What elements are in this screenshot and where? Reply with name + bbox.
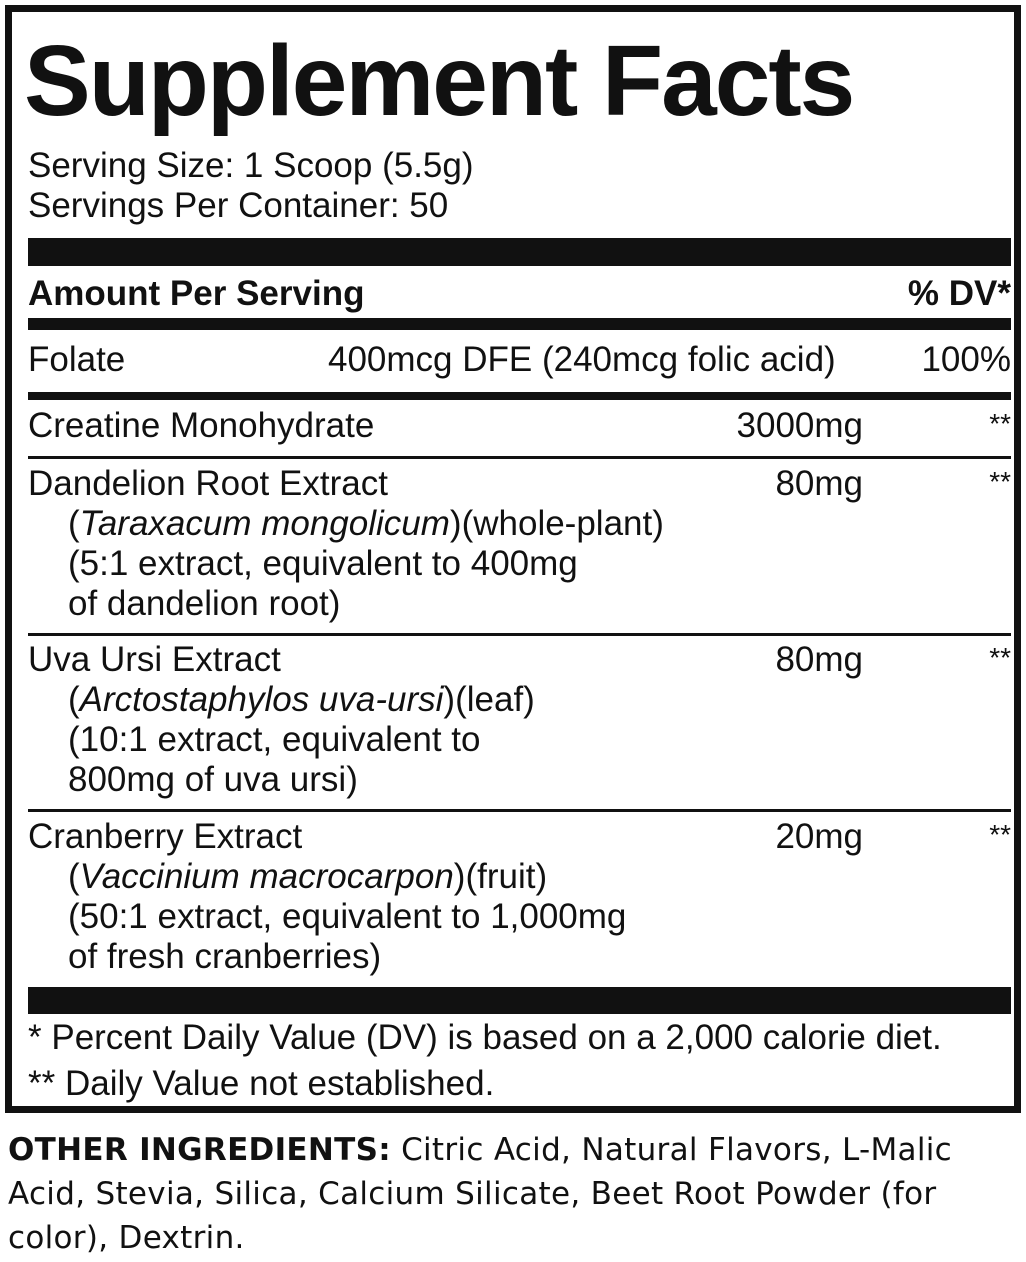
nutrient-name: Cranberry Extract: [28, 817, 303, 856]
row-divider: [28, 633, 1011, 636]
nutrient-name: Uva Ursi Extract: [28, 640, 281, 679]
nutrient-dv: **: [989, 466, 1011, 497]
other-ingredients: [8, 1128, 1008, 1260]
extract-equivalent: of fresh cranberries): [68, 937, 382, 976]
nutrient-dv: **: [989, 819, 1011, 850]
panel-title: Supplement Facts: [24, 25, 854, 137]
nutrient-description: (Vaccinium macrocarpon)(fruit) (50:1 extract, equivalent to 1,000mg of fresh cranberries): [68, 857, 627, 976]
nutrient-amount: 400mcg DFE (240mcg folic acid): [328, 340, 836, 379]
nutrient-row-cranberry: [28, 817, 1011, 987]
nutrient-description: (Arctostaphylos uva-ursi)(leaf) (10:1 extract, equivalent to 800mg of uva ursi): [68, 680, 535, 799]
nutrient-amount: 80mg: [775, 464, 863, 503]
latin-name: Vaccinium macrocarpon: [79, 857, 454, 896]
nutrient-name: Creatine Monohydrate: [28, 406, 375, 445]
row-divider: [28, 392, 1011, 400]
plant-part: (leaf): [455, 680, 535, 719]
latin-name: Arctostaphylos uva-ursi: [79, 680, 444, 719]
extract-equivalent: 800mg of uva ursi): [68, 760, 358, 799]
footnote-not-established: ** Daily Value not established.: [28, 1064, 495, 1103]
supplement-facts-panel: [5, 5, 1021, 1113]
nutrient-description: (Taraxacum mongolicum)(whole-plant) (5:1 extract, equivalent to 400mg of dandelion root): [68, 504, 664, 623]
nutrient-name: Folate: [28, 340, 126, 379]
thick-divider-bottom: [28, 987, 1011, 1014]
amount-per-serving-header: Amount Per Serving: [28, 274, 365, 313]
nutrient-row-dandelion: [28, 464, 1011, 634]
nutrient-dv: **: [989, 642, 1011, 673]
extract-equivalent: of dandelion root): [68, 584, 341, 623]
other-ingredients-label: OTHER INGREDIENTS:: [8, 1132, 391, 1168]
nutrient-dv: **: [989, 408, 1011, 439]
row-divider: [28, 809, 1011, 812]
thick-divider-top: [28, 238, 1011, 266]
latin-name: Taraxacum mongolicum: [79, 504, 450, 543]
extract-ratio: (50:1 extract, equivalent to 1,000mg: [68, 897, 627, 936]
serving-size: Serving Size: 1 Scoop (5.5g): [28, 146, 474, 185]
row-divider: [28, 456, 1011, 459]
dv-header: % DV*: [907, 274, 1011, 313]
nutrient-row-folate: [28, 340, 1011, 390]
column-header: [28, 270, 1011, 320]
servings-per-container: Servings Per Container: 50: [28, 186, 449, 225]
extract-ratio: (10:1 extract, equivalent to: [68, 720, 481, 759]
plant-part: (whole-plant): [461, 504, 664, 543]
other-ingredients-list: Citric Acid, Natural Flavors, L-Malic Acid, Stevia, Silica, Calcium Silicate, Beet Root Powder (for color), Dextrin.: [8, 1132, 953, 1256]
plant-part: (fruit): [465, 857, 548, 896]
nutrient-name: Dandelion Root Extract: [28, 464, 388, 503]
nutrient-row-uva-ursi: [28, 640, 1011, 810]
footnote-dv: * Percent Daily Value (DV) is based on a 2,000 calorie diet.: [28, 1018, 942, 1057]
nutrient-dv: 100%: [921, 340, 1011, 379]
medium-divider: [28, 318, 1011, 330]
nutrient-amount: 3000mg: [736, 406, 863, 445]
nutrient-row-creatine: [28, 406, 1011, 456]
nutrient-amount: 80mg: [775, 640, 863, 679]
extract-ratio: (5:1 extract, equivalent to 400mg: [68, 544, 578, 583]
nutrient-amount: 20mg: [775, 817, 863, 856]
serving-info: [28, 146, 474, 226]
